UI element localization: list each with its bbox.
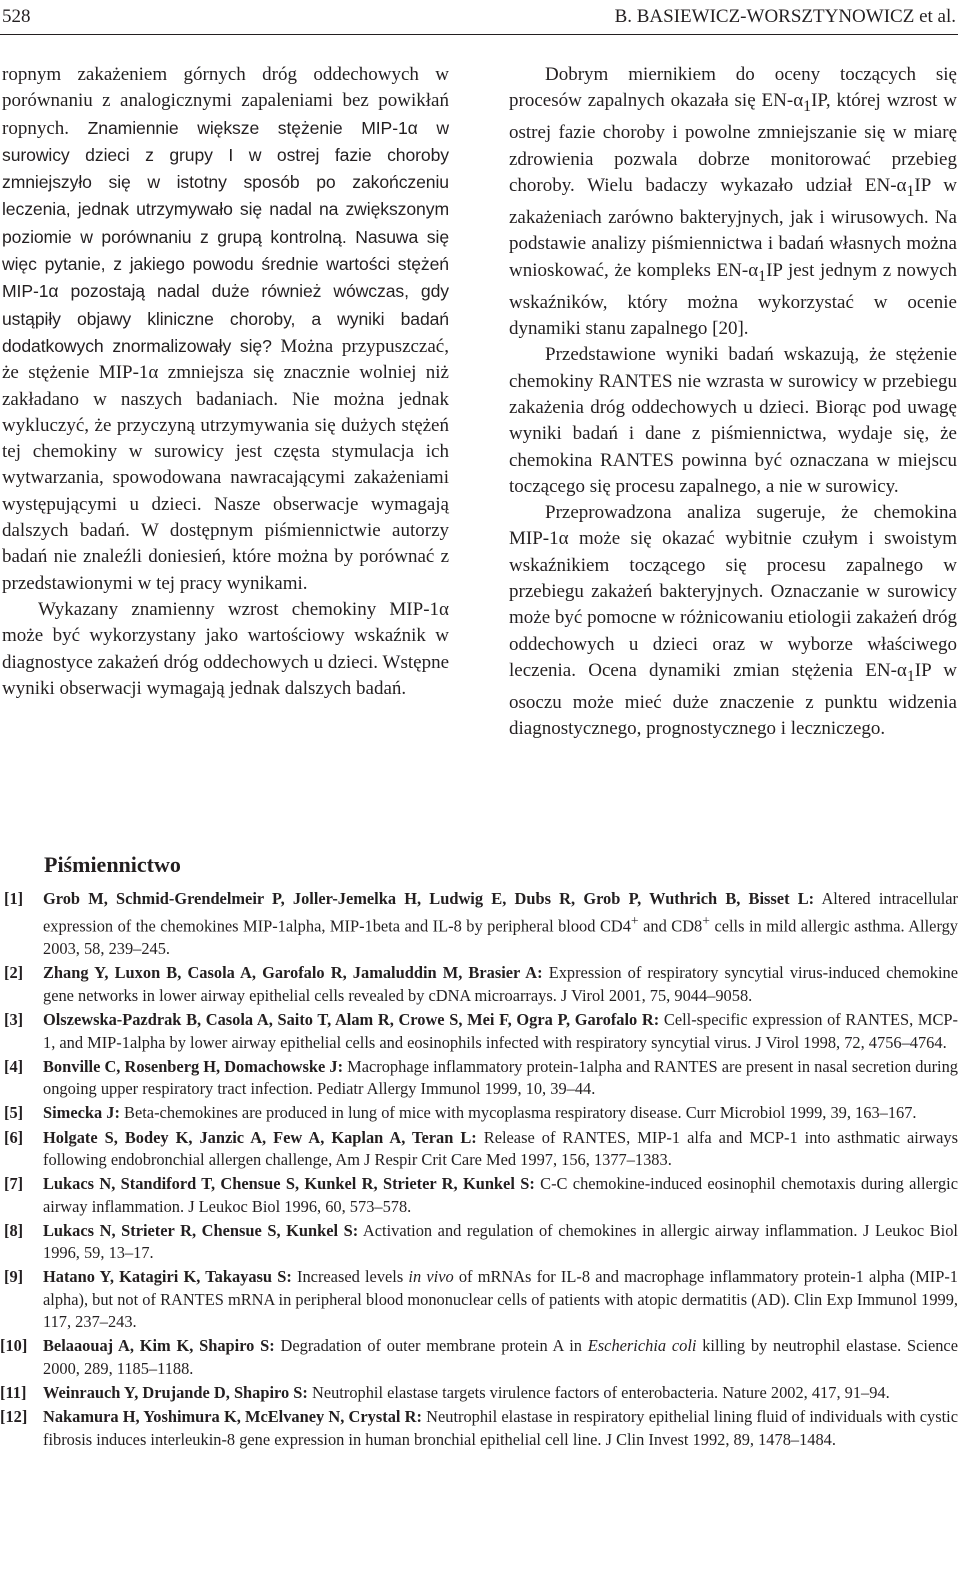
reference-item [0, 1266, 958, 1333]
reference-number: [1] [4, 889, 24, 908]
right-paragraph-2: Przedstawione wyniki badań wskazują, że stężenie chemokiny RANTES nie wzrasta w surowicy w przebiegu zakażenia dróg oddechowych u dzieci. Biorąc pod uwagę wyniki badań i dane z piśmiennictwa, wydaje się, że chemokina RANTES powinna być oznaczana w miejscu toczącego się procesu zapalnego, a nie w surowicy. [509, 344, 957, 497]
reference-number: [12] [0, 1407, 28, 1427]
reference-italic: in vivo [408, 1267, 454, 1287]
reference-text: Cell-specific expression of RANTES, MCP-1, and MIP-1alpha by lower airway epithelial cells and eosinophils infected with respiratory syncytial virus. J Virol 1998, 72, 4756–4764. [43, 1010, 958, 1052]
subscript-1: 1 [803, 98, 812, 116]
reference-text: C-C chemokine-induced eosinophil chemotaxis during allergic airway inflammation. J Leukoc Biol 1996, 60, 573–578. [43, 1174, 958, 1216]
reference-authors: Nakamura H, Yoshimura K, McElvaney N, Crystal R: [43, 1407, 422, 1427]
subscript-1: 1 [906, 182, 915, 200]
right-p1-c: IP w zakażeniach zarówno bakteryjnych, jak i wirusowych. Na podstawie analizy piśmiennictwa i badań własnych można wnioskować, że kompleks EN-α [509, 174, 957, 281]
right-p1-b: IP, której wzrost w ostrej fazie choroby i powolne zmniejszanie się w miarę zdrowienia pozwala dobrze monitorować przebieg choroby. Wielu badaczy wykazało udział EN-α [509, 90, 958, 196]
reference-list [0, 888, 958, 1453]
reference-number: [9] [4, 1267, 24, 1287]
left-paragraph-1 [2, 62, 449, 597]
reference-item [0, 1127, 958, 1172]
reference-number: [5] [4, 1103, 24, 1123]
reference-authors: Holgate S, Bodey K, Janzic A, Few A, Kaplan A, Teran L: [43, 1127, 477, 1147]
reference-text: Macrophage inflammatory protein-1alpha and RANTES are present in nasal secretion during ongoing upper respiratory tract infection. Pediatr Allergy Immunol 1999, 10, 39–44. [43, 1056, 958, 1099]
subscript-1: 1 [906, 667, 915, 685]
reference-authors: Belaaouaj A, Kim K, Shapiro S: [43, 1336, 275, 1356]
page-number: 528 [2, 6, 31, 27]
running-head-authors: B. BASIEWICZ-WORSZTYNOWICZ et al. [614, 6, 956, 27]
reference-text: cells in mild allergic asthma. Allergy 2003, 58, 239–245. [43, 916, 958, 959]
reference-authors: Grob M, Schmid-Grendelmeir P, Joller-Jemelka H, Ludwig E, Dubs R, Grob P, Wuthrich B, Bisset L: [43, 889, 815, 908]
right-p3-b: IP w osoczu może mieć duże znaczenie z punktu widzenia diagnostycznego, prognostycznego i leczniczego. [509, 659, 957, 740]
reference-number: [6] [4, 1127, 24, 1147]
reference-item [0, 1173, 958, 1218]
reference-text: and CD8 [638, 916, 703, 936]
left-paragraph-2: Wykazany znamienny wzrost chemokiny MIP-1α może być wykorzystany jako wartościowy wskaźnik w diagnostyce zakażeń dróg oddechowych u dzieci. Wstępne wyniki obserwacji wymagają jednak dalszych badań. [2, 598, 449, 699]
reference-authors: Zhang Y, Luxon B, Casola A, Garofalo R, Jamaluddin M, Brasier A: [43, 963, 543, 983]
reference-item [0, 1009, 958, 1054]
reference-text: Neutrophil elastase in respiratory epithelial lining fluid of individuals with cystic fibrosis induces interleukin-8 gene expression in human bronchial epithelial cell line. J Clin Invest 1992, 89, 1478–1484. [43, 1407, 958, 1449]
left-p1-sans: Znamiennie większe stężenie MIP-1α w surowicy dzieci z grupy I w ostrej fazie choroby zmniejszyło się w istotny sposób po zakończeniu leczenia, jednak utrzymywało się nadal na zwiększonym poziomie w porównaniu z grupą kontrolną. Nasuwa się więc pytanie, z jakiego powodu średnie wartości stężeń MIP-1α pozostają nadal duże również wówczas, gdy ustąpiły objawy kliniczne choroby, a wyniki badań dodatkowych znormalizowały się? [2, 117, 449, 356]
reference-authors: Hatano Y, Katagiri K, Takayasu S: [43, 1267, 292, 1287]
reference-item [0, 1056, 958, 1101]
reference-item [0, 1406, 958, 1451]
reference-item [0, 888, 958, 961]
reference-text: Altered intracellular expression of the chemokines MIP-1alpha, MIP-1beta and IL-8 by peripheral blood CD4 [43, 889, 959, 936]
right-p1-d: IP jest jednym z nowych wskaźników, który można wykorzystać w ocenie dynamiki stanu zapalnego [20]. [509, 259, 958, 340]
right-paragraph-1 [509, 62, 957, 342]
reference-number: [4] [4, 1056, 24, 1076]
reference-italic: Escherichia coli [587, 1336, 697, 1356]
reference-authors: Simecka J: [43, 1103, 120, 1123]
reference-number: [7] [4, 1174, 24, 1194]
right-column [509, 62, 957, 743]
reference-authors: Olszewska-Pazdrak B, Casola A, Saito T, Alam R, Crowe S, Mei F, Ogra P, Garofalo R: [43, 1010, 660, 1030]
reference-authors: Bonville C, Rosenberg H, Domachowske J: [43, 1056, 344, 1076]
reference-item [0, 1382, 958, 1404]
running-head [0, 6, 960, 32]
reference-text: killing by neutrophil elastase. Science 2000, 289, 1185–1188. [43, 1336, 958, 1378]
reference-authors: Weinrauch Y, Drujande D, Shapiro S: [43, 1382, 308, 1402]
reference-authors: Lukacs N, Standiford T, Chensue S, Kunkel R, Strieter R, Kunkel S: [43, 1174, 535, 1194]
reference-text: Release of RANTES, MIP-1 alfa and MCP-1 into asthmatic airways following endobronchial allergen challenge, Am J Respir Crit Care Med 1997, 156, 1377–1383. [43, 1127, 958, 1169]
subscript-1: 1 [758, 267, 767, 285]
reference-number: [10] [0, 1336, 28, 1356]
reference-text: Activation and regulation of chemokines in allergic airway inflammation. J Leukoc Biol 1996, 59, 13–17. [43, 1220, 958, 1263]
header-rule [0, 34, 958, 35]
reference-item [0, 1220, 958, 1265]
reference-number: [8] [4, 1220, 24, 1240]
right-paragraph-3 [509, 500, 957, 742]
left-column [2, 62, 449, 702]
reference-text: Expression of respiratory syncytial virus-induced chemokine gene networks in lower airway epithelial cells revealed by cDNA microarrays. J Virol 2001, 75, 9044–9058. [43, 963, 959, 1005]
reference-item [0, 1335, 958, 1380]
references-heading: Piśmiennictwo [44, 852, 181, 877]
reference-text: Neutrophil elastase targets virulence factors of enterobacteria. Nature 2002, 417, 91–94. [312, 1382, 890, 1402]
reference-item [0, 1102, 958, 1124]
reference-text: Degradation of outer membrane protein A in [280, 1336, 588, 1356]
left-p1-serif: ropnym zakażeniem górnych dróg oddechowych w porównaniu z analogicznymi zapaleniami bez powikłań ropnych. [2, 64, 449, 139]
right-p3-a: Przeprowadzona analiza sugeruje, że chemokina MIP-1α może się okazać wybitnie czułym i swoistym wskaźnikiem toczącego się procesu zapalnego w przebiegu zakażeń bakteryjnych. Oznaczanie w surowicy może być pomocne w różnicowaniu etiologii zakażeń dróg oddechowych u dzieci oraz w wyborze właściwego leczenia. Ocena dynamiki zmian stężenia EN-α [509, 502, 957, 681]
left-p1-serif-tail: Można przypuszczać, że stężenie MIP-1α zmniejsza się znacznie wolniej niż zakładano w naszych badaniach. Nie można jednak wykluczyć, że przyczyną utrzymywania się dużych stężeń tej chemokiny w surowicy jest częsta stymulacja ich wytwarzania, spowodowana nawracającymi zakażeniami występującymi u dzieci. Nasze obserwacje wymagają dalszych badań. W dostępnym piśmiennictwie autorzy badań nie znaleźli doniesień, które można by porównać z przedstawionymi w tej pracy wynikami. [2, 335, 449, 594]
reference-authors: Lukacs N, Strieter R, Chensue S, Kunkel S: [43, 1220, 359, 1240]
reference-number: [3] [4, 1010, 24, 1030]
superscript-plus: + [702, 913, 710, 929]
reference-text: of mRNAs for IL-8 and macrophage inflammatory protein-1 alpha (MIP-1 alpha), but not of RANTES mRNA in peripheral blood mononuclear cells of patients with atopic dermatitis (AD). Clin Exp Immunol 1999, 117, 237–243. [43, 1267, 959, 1332]
reference-item [0, 962, 958, 1007]
reference-number: [2] [4, 963, 24, 983]
right-p1-a: Dobrym miernikiem do oceny toczących się procesów zapalnych okazała się EN-α [509, 64, 957, 112]
reference-number: [11] [0, 1382, 27, 1402]
superscript-plus: + [630, 913, 639, 929]
reference-text: Beta-chemokines are produced in lung of mice with mycoplasma respiratory disease. Curr Microbiol 1999, 39, 163–167. [124, 1103, 917, 1123]
reference-text: Increased levels [297, 1267, 409, 1287]
